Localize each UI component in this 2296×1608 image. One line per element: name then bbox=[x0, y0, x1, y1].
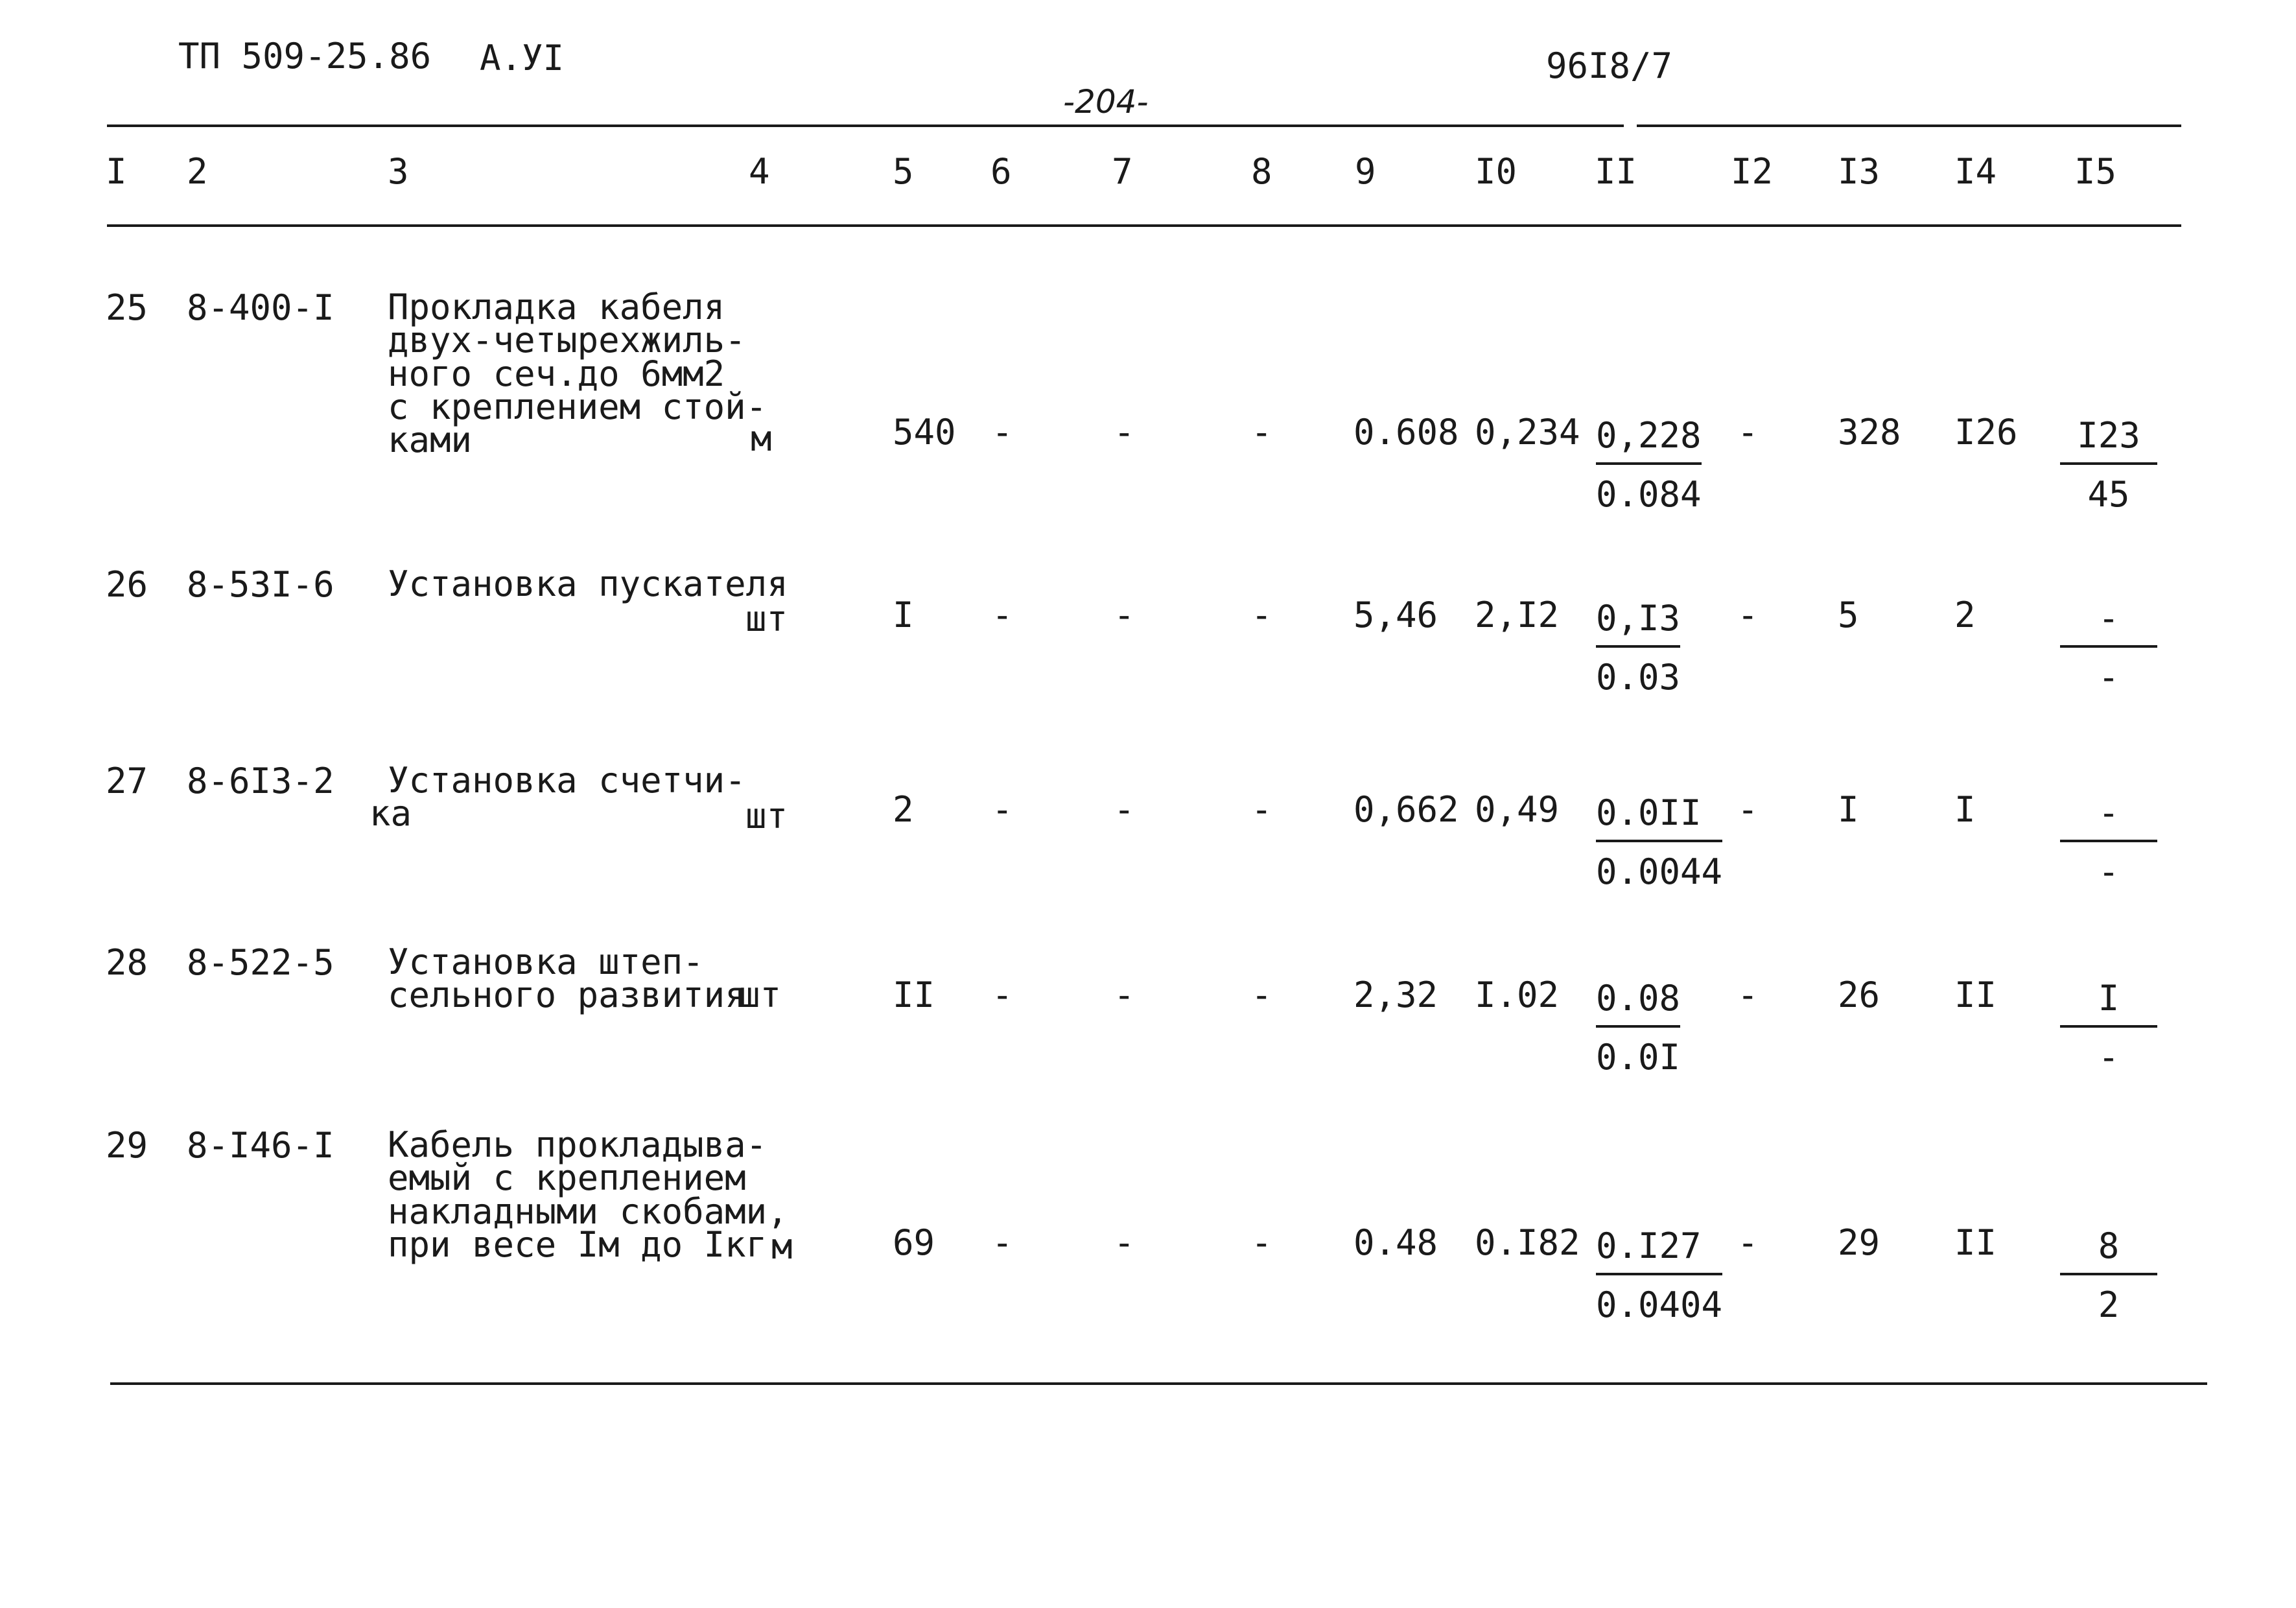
col13-value: 5 bbox=[1838, 595, 1859, 635]
col7-value: - bbox=[1114, 1222, 1135, 1263]
col9-value: 0.608 bbox=[1353, 412, 1459, 453]
quantity: I bbox=[893, 595, 914, 635]
column-header-6: 6 bbox=[990, 151, 1012, 192]
col13-value: I bbox=[1838, 789, 1859, 830]
description-line: Кабель прокладыва- bbox=[388, 1124, 767, 1165]
column-header-5: 5 bbox=[893, 151, 914, 192]
description-line: Прокладка кабеля bbox=[388, 287, 725, 327]
col13-value: 328 bbox=[1838, 412, 1901, 453]
header-rule-left bbox=[107, 124, 1624, 127]
col11-fraction bbox=[1596, 1225, 1722, 1325]
col11-numerator: 0,I3 bbox=[1596, 598, 1680, 648]
col7-value: - bbox=[1114, 412, 1135, 453]
col15-denominator: 2 bbox=[2098, 1284, 2120, 1325]
col6-value: - bbox=[992, 595, 1013, 635]
column-header-15: I5 bbox=[2074, 151, 2117, 192]
column-header-1: I bbox=[106, 151, 127, 192]
work-description bbox=[388, 563, 788, 604]
description-line: накладными скобами, bbox=[388, 1190, 788, 1232]
col10-value: I.02 bbox=[1475, 975, 1560, 1015]
col9-value: 0.48 bbox=[1353, 1222, 1438, 1263]
rate-code: 8-522-5 bbox=[187, 942, 334, 983]
description-line: сельного развития bbox=[388, 975, 746, 1016]
column-header-rule bbox=[107, 224, 2181, 227]
unit-of-measure: м bbox=[751, 418, 772, 459]
col12-value: - bbox=[1737, 595, 1759, 635]
col12-value: - bbox=[1737, 412, 1759, 453]
col15-numerator: - bbox=[2060, 598, 2157, 648]
col11-fraction bbox=[1596, 792, 1722, 892]
table-bottom-rule bbox=[110, 1382, 2207, 1385]
col8-value: - bbox=[1251, 595, 1272, 635]
col15-fraction bbox=[2060, 1225, 2157, 1325]
col9-value: 2,32 bbox=[1353, 975, 1438, 1015]
col11-denominator: 0.0404 bbox=[1596, 1284, 1723, 1325]
unit-of-measure: шт bbox=[739, 975, 782, 1015]
col11-numerator: 0.08 bbox=[1596, 978, 1680, 1028]
column-header-4: 4 bbox=[749, 151, 770, 192]
col15-numerator: 8 bbox=[2060, 1225, 2157, 1275]
col13-value: 26 bbox=[1838, 975, 1880, 1015]
col10-value: 0.I82 bbox=[1475, 1222, 1580, 1263]
description-line: ка bbox=[369, 793, 412, 834]
rate-code: 8-53I-6 bbox=[187, 564, 334, 605]
col15-numerator: - bbox=[2060, 792, 2157, 842]
work-description bbox=[369, 760, 746, 834]
rate-code: 8-I46-I bbox=[187, 1125, 334, 1166]
row-number: 25 bbox=[106, 287, 148, 328]
col8-value: - bbox=[1251, 975, 1272, 1015]
col7-value: - bbox=[1114, 975, 1135, 1015]
col6-value: - bbox=[992, 412, 1013, 453]
col7-value: - bbox=[1114, 595, 1135, 635]
col11-denominator: 0.084 bbox=[1596, 474, 1702, 515]
col14-value: I bbox=[1954, 789, 1976, 830]
col15-fraction bbox=[2060, 792, 2157, 892]
col13-value: 29 bbox=[1838, 1222, 1880, 1263]
col11-denominator: 0.0I bbox=[1596, 1037, 1681, 1078]
col15-fraction bbox=[2060, 415, 2157, 515]
col15-denominator: - bbox=[2098, 657, 2120, 698]
work-description bbox=[388, 1124, 788, 1265]
col11-denominator: 0.0044 bbox=[1596, 851, 1723, 892]
description-line: Установка штеп- bbox=[388, 941, 704, 982]
column-header-13: I3 bbox=[1838, 151, 1880, 192]
description-line: Установка пускателя bbox=[388, 563, 788, 604]
col11-denominator: 0.03 bbox=[1596, 657, 1681, 698]
column-header-7: 7 bbox=[1112, 151, 1133, 192]
col10-value: 0,234 bbox=[1475, 412, 1580, 453]
unit-of-measure: шт bbox=[745, 598, 788, 639]
quantity: 2 bbox=[893, 789, 914, 830]
col11-fraction bbox=[1596, 978, 1680, 1078]
col15-fraction bbox=[2060, 598, 2157, 698]
column-header-2: 2 bbox=[187, 151, 208, 192]
col12-value: - bbox=[1737, 789, 1759, 830]
rate-code: 8-400-I bbox=[187, 287, 334, 328]
column-header-9: 9 bbox=[1355, 151, 1376, 192]
work-description bbox=[388, 287, 767, 461]
column-header-12: I2 bbox=[1731, 151, 1774, 192]
quantity: 540 bbox=[893, 412, 956, 453]
col11-fraction bbox=[1596, 598, 1680, 698]
col15-denominator: 45 bbox=[2087, 474, 2130, 515]
col14-value: II bbox=[1954, 975, 1997, 1015]
header-rule-right bbox=[1637, 124, 2181, 127]
col8-value: - bbox=[1251, 412, 1272, 453]
col15-numerator: I23 bbox=[2060, 415, 2157, 465]
col6-value: - bbox=[992, 1222, 1013, 1263]
description-line: ного сеч.до 6мм2 bbox=[388, 353, 725, 394]
col8-value: - bbox=[1251, 789, 1272, 830]
col15-denominator: - bbox=[2098, 1037, 2120, 1078]
col10-value: 2,I2 bbox=[1475, 595, 1560, 635]
column-header-11: II bbox=[1595, 151, 1637, 192]
column-header-3: 3 bbox=[388, 151, 409, 192]
column-header-8: 8 bbox=[1251, 151, 1272, 192]
col9-value: 0,662 bbox=[1353, 789, 1459, 830]
description-line: емый с креплением bbox=[388, 1157, 746, 1199]
unit-of-measure: м bbox=[771, 1226, 793, 1267]
col7-value: - bbox=[1114, 789, 1135, 830]
col14-value: I26 bbox=[1954, 412, 2018, 453]
col11-numerator: 0.0II bbox=[1596, 792, 1722, 842]
col11-fraction bbox=[1596, 415, 1702, 515]
col14-value: II bbox=[1954, 1222, 1997, 1263]
row-number: 28 bbox=[106, 942, 148, 983]
col15-fraction bbox=[2060, 978, 2157, 1078]
rate-code: 8-6I3-2 bbox=[187, 761, 334, 801]
column-header-14: I4 bbox=[1954, 151, 1997, 192]
col15-numerator: I bbox=[2060, 978, 2157, 1028]
col9-value: 5,46 bbox=[1353, 595, 1438, 635]
col6-value: - bbox=[992, 789, 1013, 830]
row-number: 27 bbox=[106, 761, 148, 801]
row-number: 26 bbox=[106, 564, 148, 605]
col10-value: 0,49 bbox=[1475, 789, 1560, 830]
page-number: -204- bbox=[1063, 83, 1149, 121]
col14-value: 2 bbox=[1954, 595, 1976, 635]
column-header-10: I0 bbox=[1475, 151, 1517, 192]
description-line: ками bbox=[388, 420, 473, 461]
col12-value: - bbox=[1737, 975, 1759, 1015]
col8-value: - bbox=[1251, 1222, 1272, 1263]
archive-code: 96I8/7 bbox=[1546, 45, 1673, 86]
col12-value: - bbox=[1737, 1222, 1759, 1263]
quantity: II bbox=[893, 975, 935, 1015]
description-line: при весе Iм до Iкг bbox=[388, 1224, 767, 1265]
row-number: 29 bbox=[106, 1125, 148, 1166]
work-description bbox=[388, 941, 746, 1016]
col6-value: - bbox=[992, 975, 1013, 1015]
sheet-label: А.УI bbox=[480, 38, 565, 78]
unit-of-measure: шт bbox=[745, 796, 788, 836]
col15-denominator: - bbox=[2098, 851, 2120, 892]
col11-numerator: 0.I27 bbox=[1596, 1225, 1722, 1275]
col11-numerator: 0,228 bbox=[1596, 415, 1702, 465]
document-code: ТП 509-25.86 bbox=[178, 36, 432, 77]
description-line: с креплением стой- bbox=[388, 386, 767, 427]
quantity: 69 bbox=[893, 1222, 935, 1263]
description-line: Установка счетчи- bbox=[388, 760, 746, 801]
description-line: двух-четырехжиль- bbox=[388, 320, 746, 361]
